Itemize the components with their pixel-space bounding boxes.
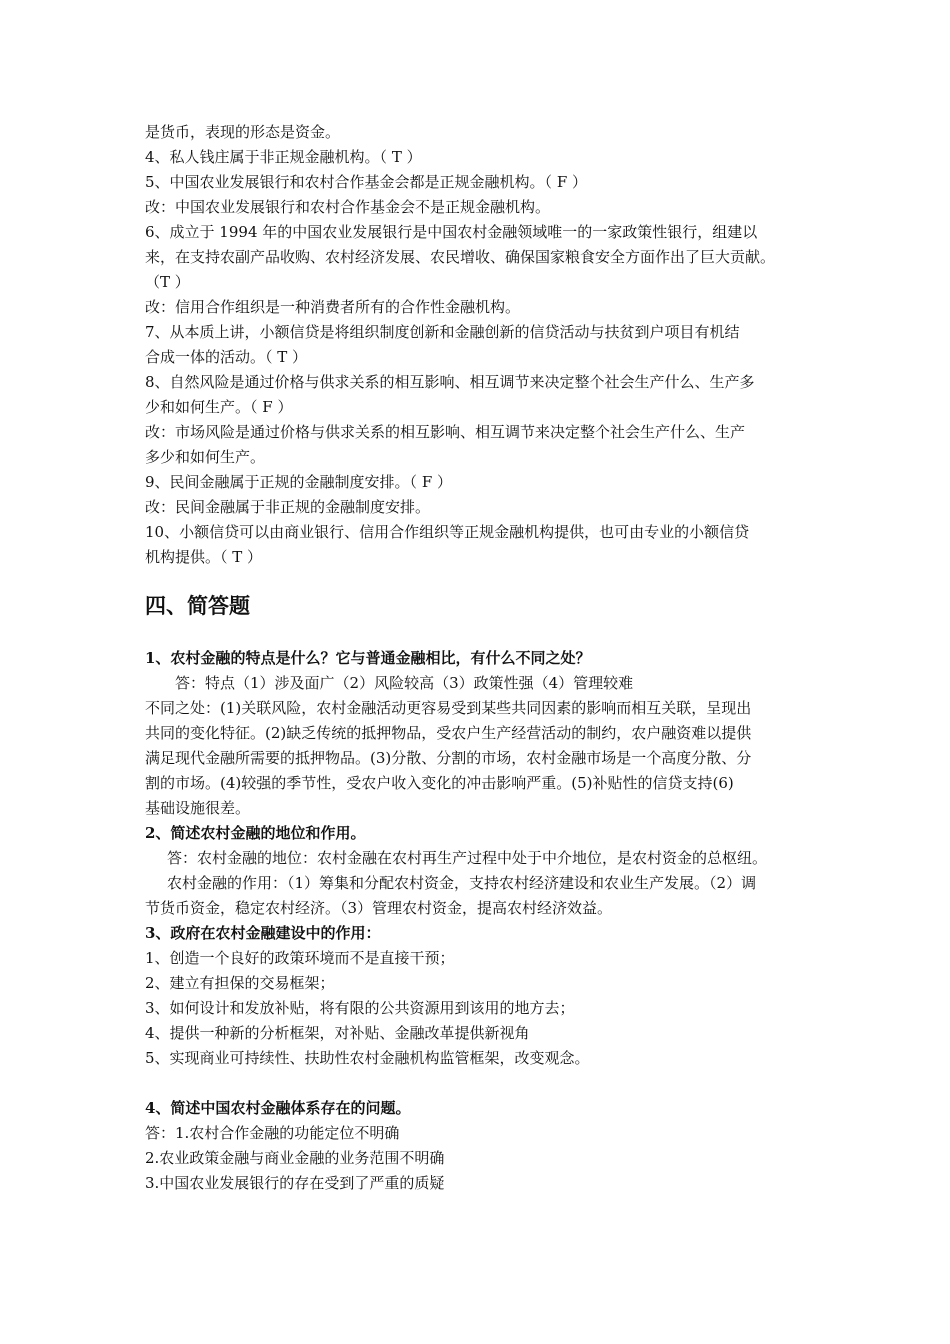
question-title: 2、简述农村金融的地位和作用。 [145, 824, 366, 842]
text-line: 多少和如何生产。 [145, 448, 266, 466]
text-line: 是货币，表现的形态是资金。 [145, 123, 341, 141]
text-line: 6、成立于 1994 年的中国农业发展银行是中国农村金融领域唯一的一家政策性银行，组建以 [145, 223, 758, 241]
question-3 [145, 921, 813, 1071]
text-line: 来，在支持农副产品收购、农村经济发展、农民增收、确保国家粮食安全方面作出了巨大贡献。 [145, 248, 776, 266]
answer-line: 答：特点（1）涉及面广（2）风险较高（3）政策性强（4）管理较难 [175, 674, 634, 692]
text-line: 基础设施很差。 [145, 799, 251, 817]
list-item: 4、提供一种新的分析框架，对补贴、金融改革提供新视角 [145, 1024, 530, 1042]
section-heading: 四、简答题 [145, 593, 250, 618]
text-line: 5、中国农业发展银行和农村合作基金会都是正规金融机构。（ F ） [145, 173, 587, 191]
text-line: （T ） [145, 273, 190, 291]
list-item: 3、如何设计和发放补贴，将有限的公共资源用到该用的地方去； [145, 999, 575, 1017]
question-title: 3、政府在农村金融建设中的作用： [145, 924, 381, 942]
text-line: 7、从本质上讲，小额信贷是将组织制度创新和金融创新的信贷活动与扶贫到户项目有机结 [145, 323, 740, 341]
text-line: 农村金融的作用：（1）筹集和分配农村资金，支持农村经济建设和农业生产发展。（2）调 [167, 874, 757, 892]
text-line: 4、私人钱庄属于非正规金融机构。（ T ） [145, 148, 422, 166]
text-line: 9、民间金融属于正规的金融制度安排。（ F ） [145, 473, 452, 491]
text-line: 10、小额信贷可以由商业银行、信用合作组织等正规金融机构提供，也可由专业的小额信贷 [145, 523, 750, 541]
text-line: 少和如何生产。（ F ） [145, 398, 293, 416]
true-false-section [145, 120, 813, 570]
list-item: 2、建立有担保的交易框架； [145, 974, 335, 992]
text-line: 机构提供。（ T ） [145, 548, 263, 566]
question-2 [145, 821, 813, 921]
text-line: 合成一体的活动。（ T ） [145, 348, 308, 366]
text-line: 改：民间金融属于非正规的金融制度安排。 [145, 498, 431, 516]
text-line: 节货币资金，稳定农村经济。（3）管理农村资金，提高农村经济效益。 [145, 899, 613, 917]
text-line: 满足现代金融所需要的抵押物品。(3)分散、分割的市场，农村金融市场是一个高度分散、分 [145, 749, 752, 767]
text-line: 割的市场。(4)较强的季节性，受农户收入变化的冲击影响严重。(5)补贴性的信贷支持(6) [145, 774, 734, 792]
text-line: 不同之处：(1)关联风险，农村金融活动更容易受到某些共同因素的影响而相互关联，呈现出 [145, 699, 752, 717]
list-item: 2.农业政策金融与商业金融的业务范围不明确 [145, 1149, 445, 1167]
text-line: 改：信用合作组织是一种消费者所有的合作性金融机构。 [145, 298, 521, 316]
text-line: 改：市场风险是通过价格与供求关系的相互影响、相互调节来决定整个社会生产什么、生产 [145, 423, 746, 441]
answer-line: 答：农村金融的地位：农村金融在农村再生产过程中处于中介地位，是农村资金的总枢纽。 [167, 849, 768, 867]
spacer [145, 1071, 813, 1096]
question-title: 1、农村金融的特点是什么？它与普通金融相比，有什么不同之处？ [145, 649, 591, 667]
question-title: 4、简述中国农村金融体系存在的问题。 [145, 1099, 411, 1117]
list-item: 1、创造一个良好的政策环境而不是直接干预； [145, 949, 455, 967]
question-4 [145, 1096, 813, 1196]
question-1 [145, 646, 813, 821]
list-item: 5、实现商业可持续性、扶助性农村金融机构监管框架，改变观念。 [145, 1049, 590, 1067]
text-line: 改：中国农业发展银行和农村合作基金会不是正规金融机构。 [145, 198, 551, 216]
text-line: 共同的变化特征。(2)缺乏传统的抵押物品，受农户生产经营活动的制约，农户融资难以提供 [145, 724, 752, 742]
text-line: 8、自然风险是通过价格与供求关系的相互影响、相互调节来决定整个社会生产什么、生产多 [145, 373, 755, 391]
document-page [145, 120, 813, 1196]
list-item: 3.中国农业发展银行的存在受到了严重的质疑 [145, 1174, 445, 1192]
list-item: 答：1.农村合作金融的功能定位不明确 [145, 1124, 400, 1142]
